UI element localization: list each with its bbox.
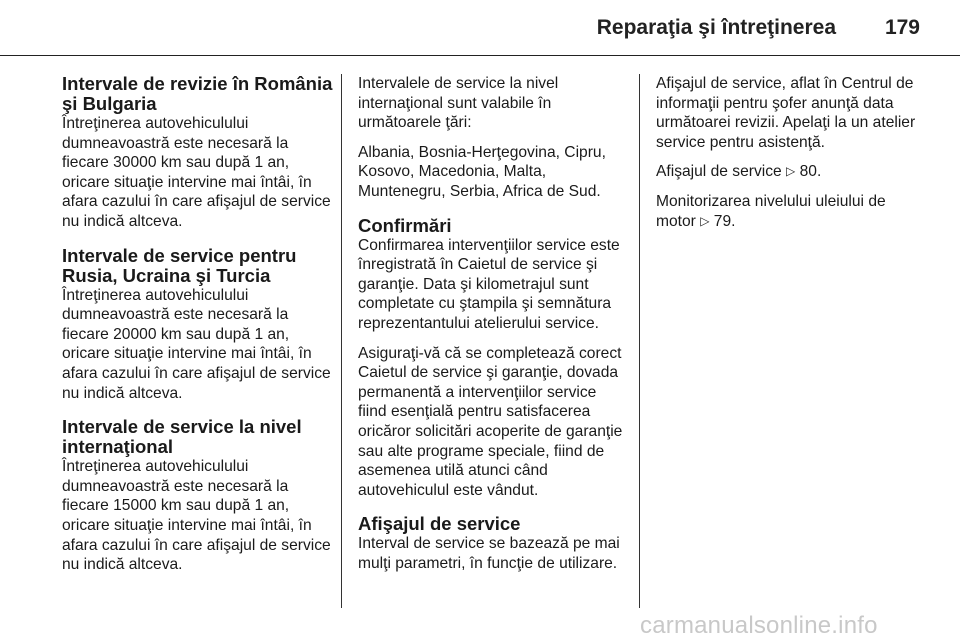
section-heading: Intervale de service pentru Rusia, Ucraina şi Turcia (62, 244, 297, 286)
paragraph: Interval de service se bazează pe mai mulţi parametri, în funcţie de utilizare. (358, 535, 620, 572)
section-service-display (358, 514, 628, 573)
column-middle (358, 74, 628, 587)
section-russia-ukraine-turkey (62, 246, 334, 404)
paragraph: Intervalele de service la nivel internaţional sunt valabile în următoarele ţări: (358, 75, 559, 132)
watermark: carmanualsonline.info (640, 612, 878, 639)
country-list: Albania, Bosnia-Herţegovina, Cipru, Kosovo, Macedonia, Malta, Muntenegru, Serbia, Africa de Sud. (358, 143, 606, 200)
column-divider (639, 74, 640, 608)
paragraph: Asiguraţi-vă că se completează corect Caietul de service şi garanţie, dovada permanentă a intervenţiilor service fiind esenţială pentru satisfacerea oricăror solicitări acoperite de garanţie sau alte programe speciale, fiind de asemenea utilă atunci când autovehiculul este vândut. (358, 344, 623, 499)
cross-reference-service-display (656, 162, 928, 182)
section-body: Întreţinerea autovehiculului dumneavoastră este necesară la fiecare 30000 km sau după 1 an, oricare situaţie intervine mai întâi, în afara cazului în care afişajul de service nu indică altceva. (62, 115, 331, 230)
reference-text: Afişajul de service (656, 163, 782, 181)
paragraph: Confirmarea intervenţiilor service este înregistrată în Caietul de service şi garanţie. Data şi kilometrajul sunt completate cu ştampila şi semnătura reprezentantului atelierului service. (358, 236, 620, 332)
cross-reference-oil-level (656, 192, 928, 231)
page-header-title: Reparaţia şi întreţinerea (596, 16, 836, 39)
section-international (62, 417, 334, 575)
reference-text: Monitorizarea nivelului uleiului de motor (656, 192, 886, 230)
column-right (656, 74, 928, 241)
section-heading: Intervale de revizie în România şi Bulgaria (62, 73, 333, 114)
page-reference-arrow-icon: ▷ (700, 213, 710, 228)
page-reference[interactable]: 80. (799, 163, 822, 181)
section-heading: Afişajul de service (358, 513, 521, 535)
page-number: 179 (884, 16, 920, 39)
section-heading: Intervale de service la nivel internaţional (62, 416, 302, 458)
section-confirmations (358, 216, 628, 501)
section-body: Întreţinerea autovehiculului dumneavoastră este necesară la fiecare 20000 km sau după 1 an, oricare situaţie intervine mai întâi, în afara cazului în care afişajul de service nu indică altceva. (62, 286, 331, 402)
column-left (62, 74, 334, 589)
page-reference[interactable]: 79. (713, 212, 736, 230)
section-body: Întreţinerea autovehiculului dumneavoastră este necesară la fiecare 15000 km sau după 1 an, oricare situaţie intervine mai întâi, în afara cazului în care afişajul de service nu indică altceva. (62, 458, 331, 574)
section-romania-bulgaria (62, 74, 334, 232)
column-divider (341, 74, 342, 608)
paragraph: Afişajul de service, aflat în Centrul de informaţii pentru şofer anunţă data următoarei revizii. Apelaţi la un atelier service pentru asistenţă. (656, 75, 916, 151)
header-divider (0, 55, 960, 56)
section-heading: Confirmări (358, 214, 452, 236)
page-reference-arrow-icon: ▷ (786, 164, 796, 179)
